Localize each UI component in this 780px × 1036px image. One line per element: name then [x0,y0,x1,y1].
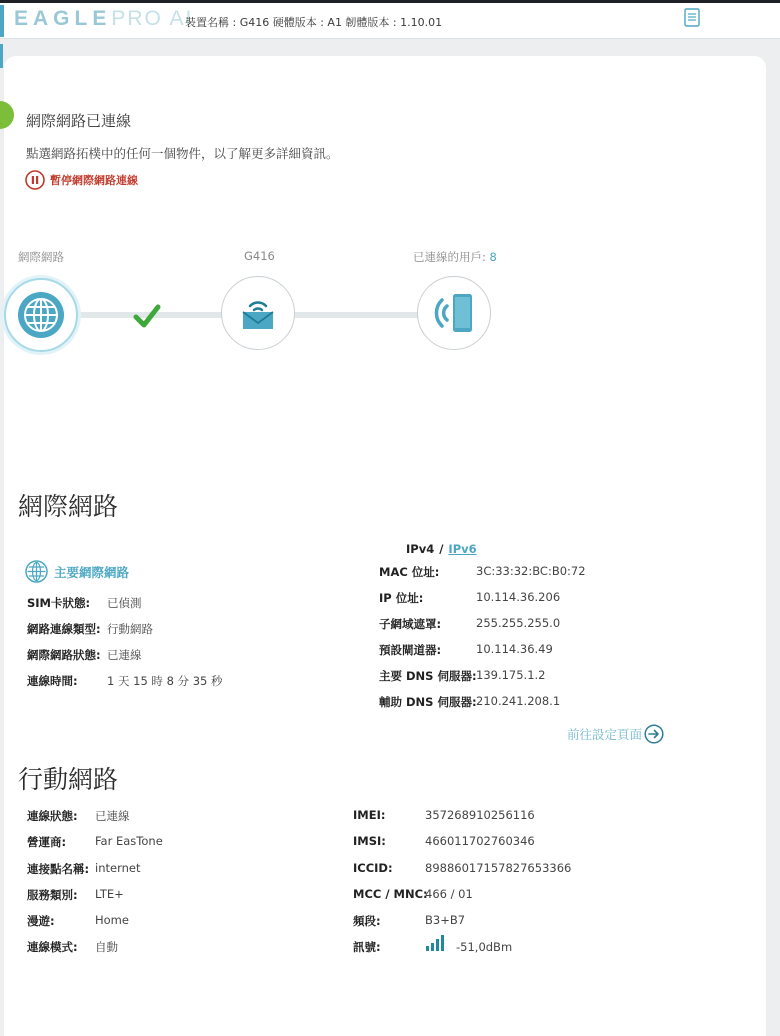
roaming-label: 漫遊: [27,914,55,928]
mac-address-label: MAC 位址: [379,565,440,579]
primary-dns-value: 139.175.1.2 [476,668,546,682]
mobile-status-value: 已連線 [95,809,130,823]
logo-main: EAGLE [14,7,112,30]
document-icon[interactable] [684,8,700,27]
primary-internet-label: 主要網際網路 [54,564,130,580]
imei-value: 357268910256116 [425,808,535,822]
band-value: B3+B7 [425,913,466,927]
ip-address-value: 10.114.36.206 [476,590,561,604]
ipv6-link[interactable]: IPv6 [448,542,477,556]
goto-settings-label: 前往設定頁面 [567,727,643,742]
primary-internet-heading [25,560,129,583]
mobile-device-icon [428,287,480,339]
service-type-label: 服務類別: [27,888,78,902]
device-info: 裝置名稱 : G416 硬體版本 : A1 韌體版本 : 1.10.01 [185,16,443,29]
pause-icon [25,170,45,190]
signal-bar [441,935,444,951]
clients-label: 已連線的用戶: [413,250,486,264]
router-node[interactable] [221,276,295,350]
connection-type-label: 網路連線類型: [27,622,101,636]
topology-router-label: G416 [244,249,275,263]
arrow-right-circle-icon [644,724,664,744]
logo-sub: PRO AI [111,7,194,30]
brand-logo[interactable] [14,7,193,31]
ip-version-switch [406,542,477,556]
topology-internet-label: 網際網路 [18,250,64,264]
side-accent [0,44,3,68]
carrier-value: Far EasTone [95,834,163,848]
subnet-mask-value: 255.255.255.0 [476,616,561,630]
signal-strength-icon [426,935,446,951]
connection-mode-label: 連線模式: [27,940,78,954]
gateway-label: 預設閘道器: [379,643,442,657]
ipv4-tab[interactable]: IPv4 [406,542,435,556]
topology-link-clients [295,312,419,318]
service-type-value: LTE+ [95,887,124,901]
gateway-value: 10.114.36.49 [476,642,553,656]
subnet-mask-label: 子網域遮罩: [379,617,442,631]
connection-type-value: 行動網路 [107,622,153,636]
clients-count: 8 [489,250,497,264]
connection-time-value: 1 天 15 時 8 分 35 秒 [107,674,223,688]
goto-settings-link[interactable] [567,724,664,744]
topology-clients-label [413,249,497,265]
status-title: 網際網路已連線 [26,112,132,130]
apn-label: 連接點名稱: [27,862,90,876]
carrier-label: 營運商: [27,835,67,849]
connection-mode-value: 自動 [95,940,118,954]
iccid-label: ICCID: [353,861,393,875]
imsi-value: 466011702760346 [425,834,535,848]
connection-time-label: 連線時間: [27,674,78,688]
imei-label: IMEI: [353,808,386,822]
primary-dns-label: 主要 DNS 伺服器: [379,669,477,683]
secondary-dns-label: 輔助 DNS 伺服器: [379,695,477,709]
router-icon [237,292,279,334]
secondary-dns-value: 210.241.208.1 [476,694,561,708]
internet-status-value: 已連線 [107,648,142,662]
roaming-value: Home [95,913,129,927]
signal-label: 訊號: [353,940,381,954]
clients-node[interactable] [417,276,491,350]
globe-small-icon [25,560,48,583]
header-bar [0,3,780,39]
status-indicator-icon [0,100,20,130]
header-accent [0,5,4,37]
mcc-mnc-value: 466 / 01 [425,887,473,901]
globe-icon [16,290,66,340]
sim-status-value: 已偵測 [107,596,142,610]
pause-internet-button[interactable] [25,170,138,190]
mac-address-value: 3C:33:32:BC:B0:72 [476,564,586,578]
signal-bar [426,946,429,951]
imsi-label: IMSI: [353,834,386,848]
signal-value: -51,0dBm [456,940,513,954]
ip-address-label: IP 位址: [379,591,424,605]
internet-node[interactable] [4,278,78,352]
mobile-section-title: 行動網路 [18,765,119,794]
iccid-value: 89886017157827653366 [425,861,572,875]
internet-section-title: 網際網路 [18,492,119,521]
connected-check-icon [133,303,161,329]
pause-label: 暫停網際網路連線 [50,174,138,187]
mcc-mnc-label: MCC / MNC: [353,887,428,901]
ip-version-separator: / [439,542,444,556]
sim-status-label: SIM卡狀態: [27,596,91,610]
signal-bar [431,943,434,951]
apn-value: internet [95,861,141,875]
status-description: 點選網路拓樸中的任何一個物件，以了解更多詳細資訊。 [26,146,339,161]
band-label: 頻段: [353,914,381,928]
mobile-status-label: 連線狀態: [27,809,78,823]
signal-bar [436,939,439,951]
internet-status-label: 網際網路狀態: [27,648,101,662]
